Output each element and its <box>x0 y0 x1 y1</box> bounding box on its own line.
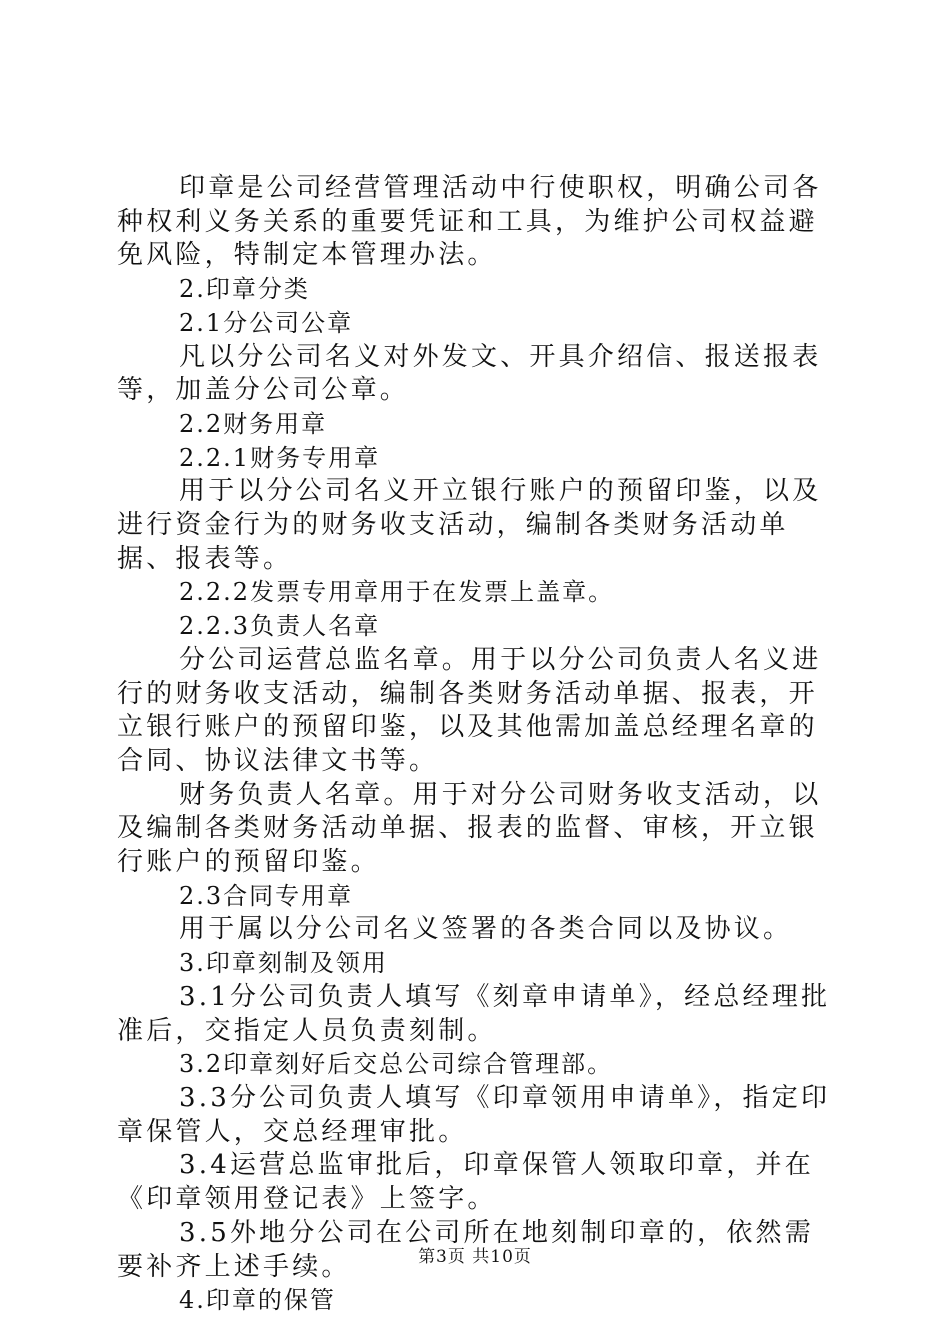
section-heading: 3.印章刻制及领用 <box>179 949 388 978</box>
paragraph: 3.1分公司负责人填写《刻章申请单》，经总经理批准后，交指定人员负责刻制。 <box>117 981 831 1046</box>
section-heading: 2.2.1财务专用章 <box>179 443 381 472</box>
section-heading: 2.2.2发票专用章用于在发票上盖章。 <box>179 578 615 607</box>
paragraph: 财务负责人名章。用于对分公司财务收支活动，以及编制各类财务活动单据、报表的监督、审核，开立银行账户的预留印鉴。 <box>117 779 822 878</box>
paragraph: 3.3分公司负责人填写《印章领用申请单》，指定印章保管人，交总经理审批。 <box>117 1082 831 1147</box>
page-number-label: 第3页 共10页 <box>418 1247 532 1267</box>
paragraph: 凡以分公司名义对外发文、开具介绍信、报送报表等，加盖分公司公章。 <box>117 341 822 406</box>
paragraph: 分公司运营总监名章。用于以分公司负责人名义进行的财务收支活动，编制各类财务活动单据、报表，开立银行账户的预留印鉴，以及其他需加盖总经理名章的合同、协议法律文书等。 <box>117 644 822 776</box>
page-footer <box>0 1242 950 1267</box>
section-heading: 3.2印章刻好后交总公司综合管理部。 <box>179 1050 614 1079</box>
paragraph: 3.4运营总监审批后，印章保管人领取印章，并在《印章领用登记表》上签字。 <box>117 1150 814 1215</box>
section-heading: 2.1分公司公章 <box>179 308 354 337</box>
paragraph: 3.5外地分公司在公司所在地刻制印章的，依然需要补齐上述手续。 <box>117 1217 814 1282</box>
section-heading: 2.2.3负责人名章 <box>179 612 381 641</box>
section-heading: 2.3合同专用章 <box>179 881 354 910</box>
paragraph: 用于属以分公司名义签署的各类合同以及协议。 <box>179 914 793 945</box>
section-heading: 2.印章分类 <box>179 275 310 304</box>
paragraph: 印章是公司经营管理活动中行使职权，明确公司各种权利义务关系的重要凭证和工具，为维护公司权益避免风险，特制定本管理办法。 <box>117 173 822 271</box>
paragraph: 用于以分公司名义开立银行账户的预留印鉴，以及进行资金行为的财务收支活动，编制各类财务活动单据、报表等。 <box>117 476 822 574</box>
document-body <box>117 172 837 1318</box>
section-heading: 2.2财务用章 <box>179 409 328 438</box>
section-heading: 4.印章的保管 <box>179 1286 336 1315</box>
